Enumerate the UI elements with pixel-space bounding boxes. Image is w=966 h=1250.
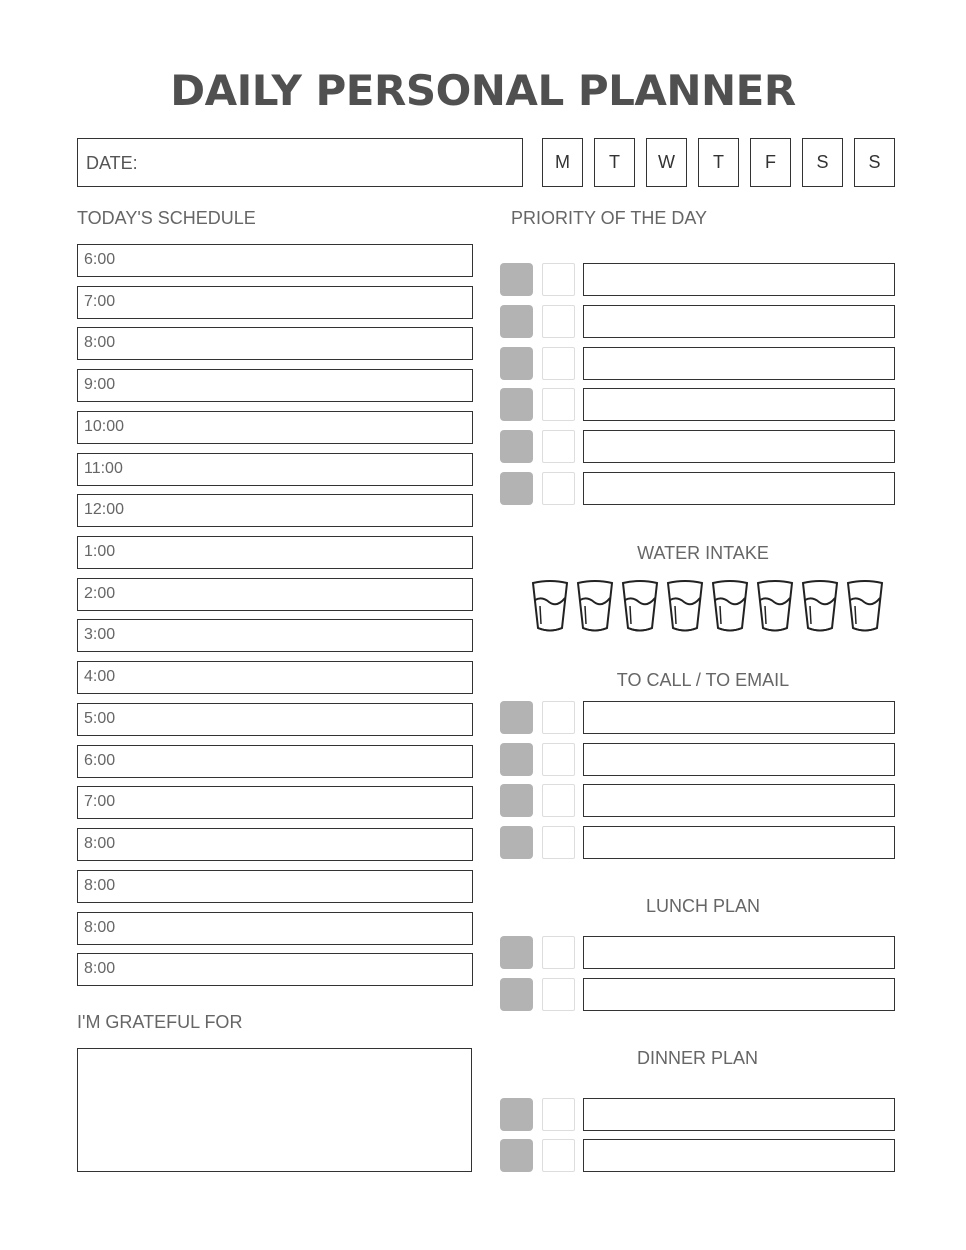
weekday-box[interactable]: T xyxy=(594,138,635,187)
schedule-slot[interactable]: 12:00 xyxy=(77,494,473,527)
schedule-slot[interactable]: 7:00 xyxy=(77,786,473,819)
weekday-box[interactable]: F xyxy=(750,138,791,187)
gray-marker xyxy=(500,826,533,859)
weekday-box[interactable]: W xyxy=(646,138,687,187)
water-glass-icon[interactable] xyxy=(665,578,705,636)
water-glass-icon[interactable] xyxy=(845,578,885,636)
dinner-heading: DINNER PLAN xyxy=(636,1048,759,1068)
lunch-row xyxy=(500,978,895,1011)
schedule-slot[interactable]: 3:00 xyxy=(77,619,473,652)
schedule-slot[interactable]: 2:00 xyxy=(77,578,473,611)
water-heading: WATER INTAKE xyxy=(637,543,769,563)
priority-row xyxy=(500,388,895,421)
schedule-slot[interactable]: 5:00 xyxy=(77,703,473,736)
grateful-textarea[interactable] xyxy=(77,1048,472,1172)
gray-marker xyxy=(500,701,533,734)
water-glass-icon[interactable] xyxy=(530,578,570,636)
dinner-row xyxy=(500,1139,895,1172)
gray-marker xyxy=(500,263,533,296)
checkbox[interactable] xyxy=(542,388,575,421)
schedule-slot[interactable]: 8:00 xyxy=(77,870,473,903)
gray-marker xyxy=(500,978,533,1011)
date-label: DATE: xyxy=(86,153,138,173)
gray-marker xyxy=(500,1139,533,1172)
to-call-row xyxy=(500,743,895,776)
checkbox[interactable] xyxy=(542,701,575,734)
priority-row xyxy=(500,347,895,380)
lunch-heading: LUNCH PLAN xyxy=(645,896,761,916)
to-call-input[interactable] xyxy=(583,784,895,817)
gray-marker xyxy=(500,305,533,338)
water-glass-icon[interactable] xyxy=(800,578,840,636)
to-call-row xyxy=(500,826,895,859)
priority-input[interactable] xyxy=(583,430,895,463)
dinner-row xyxy=(500,1098,895,1131)
priority-row xyxy=(500,305,895,338)
weekday-box[interactable]: S xyxy=(802,138,843,187)
to-call-row xyxy=(500,701,895,734)
checkbox[interactable] xyxy=(542,347,575,380)
checkbox[interactable] xyxy=(542,784,575,817)
gray-marker xyxy=(500,743,533,776)
gray-marker xyxy=(500,430,533,463)
checkbox[interactable] xyxy=(542,1139,575,1172)
checkbox[interactable] xyxy=(542,472,575,505)
weekday-box[interactable]: S xyxy=(854,138,895,187)
lunch-input[interactable] xyxy=(583,978,895,1011)
priority-input[interactable] xyxy=(583,263,895,296)
priority-heading: PRIORITY OF THE DAY xyxy=(511,208,708,228)
priority-input[interactable] xyxy=(583,388,895,421)
page-title: DAILY PERSONAL PLANNER xyxy=(170,66,796,115)
priority-input[interactable] xyxy=(583,347,895,380)
gray-marker xyxy=(500,936,533,969)
priority-row xyxy=(500,430,895,463)
schedule-slot[interactable]: 6:00 xyxy=(77,244,473,277)
water-glass-icon[interactable] xyxy=(755,578,795,636)
schedule-slot[interactable]: 6:00 xyxy=(77,745,473,778)
dinner-input[interactable] xyxy=(583,1098,895,1131)
checkbox[interactable] xyxy=(542,743,575,776)
priority-row xyxy=(500,472,895,505)
schedule-slot[interactable]: 11:00 xyxy=(77,453,473,486)
schedule-heading: TODAY'S SCHEDULE xyxy=(77,208,256,228)
checkbox[interactable] xyxy=(542,826,575,859)
schedule-slot[interactable]: 4:00 xyxy=(77,661,473,694)
dinner-input[interactable] xyxy=(583,1139,895,1172)
checkbox[interactable] xyxy=(542,936,575,969)
schedule-slot[interactable]: 8:00 xyxy=(77,327,473,360)
weekday-box[interactable]: T xyxy=(698,138,739,187)
schedule-slot[interactable]: 9:00 xyxy=(77,369,473,402)
water-glass-icon[interactable] xyxy=(620,578,660,636)
water-glass-icon[interactable] xyxy=(710,578,750,636)
checkbox[interactable] xyxy=(542,430,575,463)
priority-row xyxy=(500,263,895,296)
checkbox[interactable] xyxy=(542,305,575,338)
schedule-slot[interactable]: 10:00 xyxy=(77,411,473,444)
priority-input[interactable] xyxy=(583,472,895,505)
grateful-heading: I'M GRATEFUL FOR xyxy=(77,1012,243,1032)
schedule-slot[interactable]: 8:00 xyxy=(77,953,473,986)
to-call-input[interactable] xyxy=(583,743,895,776)
checkbox[interactable] xyxy=(542,1098,575,1131)
schedule-slot[interactable]: 8:00 xyxy=(77,912,473,945)
date-field[interactable] xyxy=(77,138,523,187)
water-glasses xyxy=(530,578,890,638)
gray-marker xyxy=(500,347,533,380)
water-glass-icon[interactable] xyxy=(575,578,615,636)
lunch-input[interactable] xyxy=(583,936,895,969)
gray-marker xyxy=(500,1098,533,1131)
weekday-box[interactable]: M xyxy=(542,138,583,187)
gray-marker xyxy=(500,388,533,421)
lunch-row xyxy=(500,936,895,969)
checkbox[interactable] xyxy=(542,978,575,1011)
to-call-input[interactable] xyxy=(583,701,895,734)
weekday-selector xyxy=(542,138,895,187)
schedule-slot[interactable]: 1:00 xyxy=(77,536,473,569)
gray-marker xyxy=(500,784,533,817)
checkbox[interactable] xyxy=(542,263,575,296)
gray-marker xyxy=(500,472,533,505)
to-call-row xyxy=(500,784,895,817)
to-call-heading: TO CALL / TO EMAIL xyxy=(616,670,790,690)
to-call-input[interactable] xyxy=(583,826,895,859)
schedule-slot[interactable]: 7:00 xyxy=(77,286,473,319)
priority-input[interactable] xyxy=(583,305,895,338)
schedule-slot[interactable]: 8:00 xyxy=(77,828,473,861)
